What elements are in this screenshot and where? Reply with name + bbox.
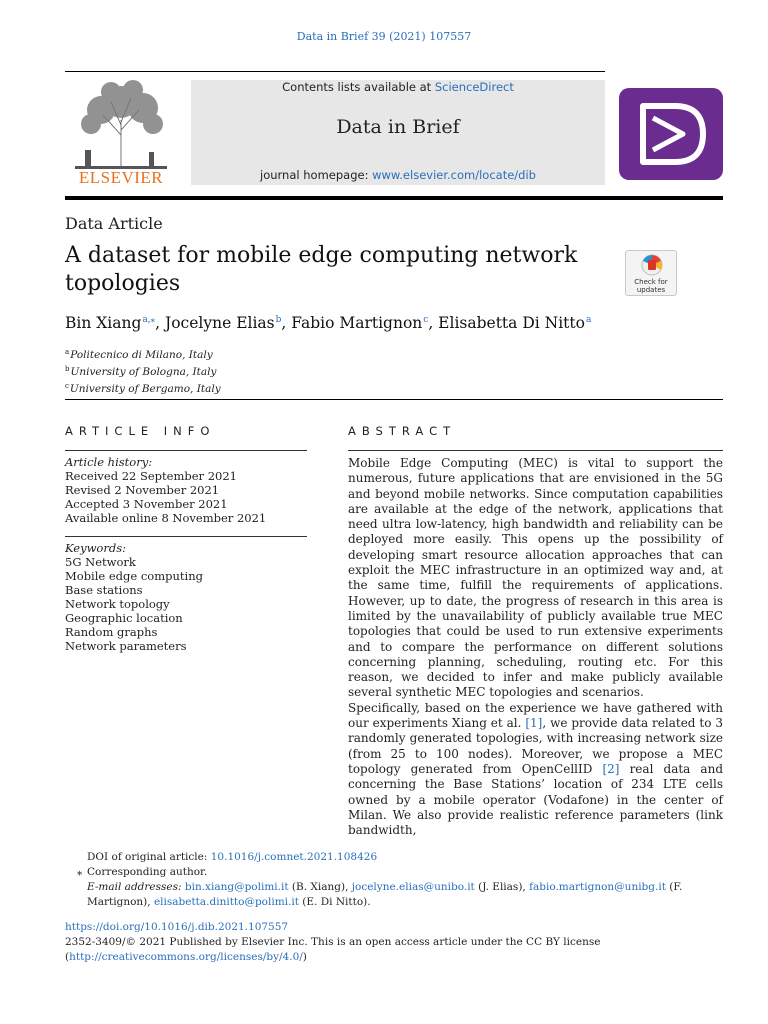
keywords-label: Keywords: xyxy=(65,541,126,555)
reference-1-link[interactable]: [1] xyxy=(525,716,543,731)
keyword-item: Network topology xyxy=(65,597,170,611)
elsevier-logo[interactable] xyxy=(65,80,177,188)
header-thick-rule xyxy=(65,196,723,200)
journal-masthead xyxy=(191,80,605,185)
sciencedirect-link[interactable]: ScienceDirect xyxy=(434,80,514,94)
email-link[interactable]: jocelyne.elias@unibo.it xyxy=(351,881,475,893)
keyword-item: Mobile edge computing xyxy=(65,569,203,583)
abstract-rule xyxy=(348,450,723,451)
abstract-paragraph-1: Mobile Edge Computing (MEC) is vital to support the numerous, future applications that are envisioned in the 5G and beyond mobile networks. Since computation capabilities are available at the edge of the network, applications that need ultra low-latency, high bandwidth and reliability can be deployed more easily. This opens up the possibility of developing smart resource allocation approaches that can exploit the MEC infrastructure in an optimized way and, at the same time, fulfill the requirements of applications. However, up to date, the progress of research in this area is limited by the unavailability of publicly available true MEC topologies that could be used to run extensive experiments and to compare the performance on different solutions concerning planning, scheduling, routing etc. For this reason, we decided to infer and make publicly available several synthetic MEC topologies and scenarios. xyxy=(348,456,723,700)
cc-license-link[interactable]: http://creativecommons.org/licenses/by/4.0/ xyxy=(69,951,303,963)
history-item: Available online 8 November 2021 xyxy=(65,511,267,525)
reference-2-link[interactable]: [2] xyxy=(602,761,620,776)
abstract-text xyxy=(348,456,723,838)
data-in-brief-logo[interactable] xyxy=(619,88,723,180)
keywords-block xyxy=(65,541,203,653)
data-in-brief-d-icon xyxy=(619,88,723,180)
author-name: Elisabetta Di Nitto xyxy=(438,314,585,332)
crossmark-label: Check for updates xyxy=(634,278,668,294)
email-link[interactable]: fabio.martignon@unibg.it xyxy=(529,881,666,893)
keyword-item: Network parameters xyxy=(65,639,187,653)
license-url-line: (http://creativecommons.org/licenses/by/4.0/) xyxy=(65,951,307,963)
email-link[interactable]: bin.xiang@polimi.it xyxy=(184,881,289,893)
article-info-heading: ARTICLE INFO xyxy=(65,424,216,438)
license-statement: 2352-3409/© 2021 Published by Elsevier Inc. This is an open access article under the CC BY license xyxy=(65,936,601,948)
keyword-item: Base stations xyxy=(65,583,143,597)
corresponding-author-note: ⁎ Corresponding author. xyxy=(77,866,208,878)
journal-citation-link[interactable]: Data in Brief 39 (2021) 107557 xyxy=(296,30,472,43)
affiliation-item: $^b$University of Bologna, Italy xyxy=(65,365,217,378)
author-name: Fabio Martignon xyxy=(291,314,423,332)
email-addresses: E-mail addresses: bin.xiang@polimi.it (B. Xiang), jocelyne.elias@unibo.it (J. Elias), fabio.martignon@unibg.it (F. Martignon), elisabetta.dinitto@polimi.it (E. Di Nitto). xyxy=(87,881,683,908)
original-doi-link[interactable]: 10.1016/j.comnet.2021.108426 xyxy=(210,851,378,863)
article-history-label: Article history: xyxy=(65,455,153,469)
affiliation-item: $^c$University of Bergamo, Italy xyxy=(65,382,221,395)
author-affiliation-marker[interactable]: a xyxy=(585,315,592,325)
article-history xyxy=(65,455,266,525)
author-name: Jocelyne Elias xyxy=(165,314,275,332)
keyword-item: Random graphs xyxy=(65,625,158,639)
original-doi-note: DOI of original article: 10.1016/j.comnet.2021.108426 xyxy=(87,851,378,863)
elsevier-wordmark: ELSEVIER xyxy=(78,168,164,187)
author-affiliation-marker[interactable]: c xyxy=(423,315,429,325)
author-affiliation-marker[interactable]: b xyxy=(275,315,282,325)
email-link[interactable]: elisabetta.dinitto@polimi.it xyxy=(153,896,299,908)
keyword-item: 5G Network xyxy=(65,555,136,569)
crossmark-icon xyxy=(626,251,678,279)
article-type: Data Article xyxy=(65,214,163,233)
article-doi-link[interactable]: https://doi.org/10.1016/j.dib.2021.107557 xyxy=(65,921,289,933)
check-for-updates-badge[interactable] xyxy=(625,250,677,296)
article-info-rule xyxy=(65,450,307,451)
author-list: Bin Xiang$^{a,⁎}$, Jocelyne Elias$^b$, Fabio Martignon$^c$, Elisabetta Di Nitto$^a$ xyxy=(65,314,592,332)
contents-availability: Contents lists available at ScienceDirect xyxy=(282,80,514,94)
section-divider xyxy=(65,399,723,400)
journal-homepage: journal homepage: www.elsevier.com/locate/dib xyxy=(260,168,536,182)
elsevier-tree-icon xyxy=(65,80,177,170)
history-item: Received 22 September 2021 xyxy=(65,469,237,483)
author-affiliation-marker[interactable]: a,⁎ xyxy=(142,315,156,325)
homepage-link[interactable]: www.elsevier.com/locate/dib xyxy=(372,168,536,182)
abstract-paragraph-2: Specifically, based on the experience we have gathered with our experiments Xiang et al. [1], we provide data related to 3 randomly generated topologies, with increasing network size (from 25 to 100 nodes). Moreover, we propose a MEC topology generated from OpenCellID [2] real data and concerning the Base Stations’ location of 234 LTE cells owned by a mobile operator (Vodafone) in the center of Milan. We also provide realistic reference parameters (link bandwidth, xyxy=(348,700,724,838)
article-title: A dataset for mobile edge computing network topologies xyxy=(65,243,578,296)
footer-info xyxy=(65,920,723,965)
history-item: Accepted 3 November 2021 xyxy=(65,497,228,511)
header-top-rule xyxy=(65,71,605,72)
footnotes xyxy=(65,850,723,910)
abstract-heading: ABSTRACT xyxy=(348,424,457,438)
affiliation-item: $^a$Politecnico di Milano, Italy xyxy=(65,348,213,361)
keyword-item: Geographic location xyxy=(65,611,183,625)
history-item: Revised 2 November 2021 xyxy=(65,483,220,497)
author-name: Bin Xiang xyxy=(65,314,142,332)
keywords-rule xyxy=(65,536,307,537)
affiliation-list xyxy=(65,345,221,396)
journal-title: Data in Brief xyxy=(336,116,460,138)
